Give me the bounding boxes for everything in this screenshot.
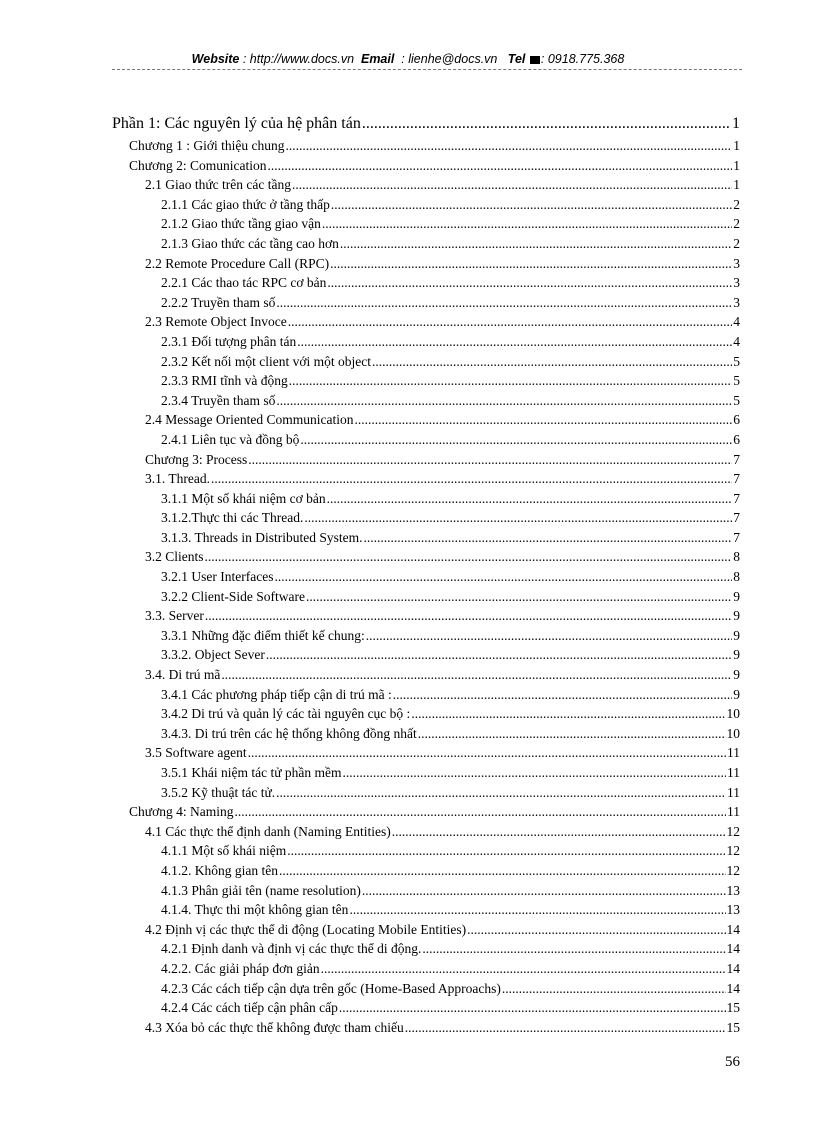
toc-entry-page: 11 [727,804,740,820]
toc-entry-page: 9 [733,647,740,663]
toc-entry-title: 3.4. Di trú mã [145,667,221,683]
toc-entry-page: 9 [733,608,740,624]
toc-entry[interactable] [112,489,740,509]
toc-entry-title: 4.2.1 Định danh và định vị các thực thể di động. [161,941,422,957]
toc-entry[interactable] [112,175,740,195]
toc-entry-page: 6 [733,431,740,447]
toc-entry-page: 10 [726,706,740,722]
toc-entry-page: 1 [733,177,740,193]
toc-entry-page: 7 [733,510,740,526]
toc-entry[interactable] [112,195,740,215]
toc-entry-title: Phần 1: Các nguyên lý của hệ phân tán [112,115,361,132]
website-value[interactable]: : http://www.docs.vn [242,52,355,66]
phone-icon [530,56,540,64]
toc-entry-title: 2.3.4 Truyền tham số [161,392,276,408]
toc-entry-title: 3.5.2 Kỹ thuật tác tử. [161,784,276,800]
toc-entry[interactable] [112,645,740,665]
toc-entry-title: 4.2.2. Các giải pháp đơn giản [161,960,320,976]
toc-leader-dots [362,112,731,136]
toc-entry[interactable] [112,528,740,548]
toc-leader-dots [300,430,732,450]
toc-leader-dots [327,273,732,293]
toc-leader-dots [267,156,732,176]
toc-entry[interactable] [112,156,740,176]
toc-entry[interactable] [112,469,740,489]
toc-entry-title: 4.1.1 Một số khái niệm [161,843,287,859]
toc-entry-title: 4.2 Định vị các thực thể di động (Locating Mobile Entities) [145,921,467,937]
toc-entry-title: 3.3.2. Object Sever [161,647,265,663]
toc-entry-title: 3.4.3. Di trú trên các hệ thống không đồng nhất [161,725,417,741]
toc-leader-dots [234,802,726,822]
toc-entry[interactable] [112,900,740,920]
toc-entry-title: 4.1.2. Không gian tên [161,862,278,878]
toc-entry-page: 3 [733,294,740,310]
toc-entry-page: 7 [733,451,740,467]
toc-entry[interactable] [112,763,740,783]
page-header [0,52,816,66]
toc-entry[interactable] [112,547,740,567]
toc-entry[interactable] [112,685,740,705]
toc-entry[interactable] [112,783,740,803]
toc-entry-page: 14 [726,941,740,957]
toc-entry-title: 2.4 Message Oriented Communication [145,412,354,428]
toc-entry[interactable] [112,332,740,352]
toc-entry-page: 9 [733,588,740,604]
toc-entry-page: 1 [733,138,740,153]
toc-entry-page: 4 [733,333,740,349]
toc-leader-dots [422,939,725,959]
toc-entry-page: 5 [733,373,740,389]
toc-entry-title: 4.2.3 Các cách tiếp cận dựa trên gốc (Home-Based Approachs) [161,980,501,996]
toc-leader-dots [289,371,733,391]
toc-entry-page: 5 [733,392,740,408]
toc-entry-page: 4 [733,314,740,330]
toc-entry-title: 3.2 Clients [145,549,204,565]
toc-entry[interactable] [112,410,740,430]
toc-leader-dots [372,352,732,372]
toc-entry-page: 5 [733,353,740,369]
toc-entry-title: 2.3.3 RMI tĩnh và động [161,373,288,389]
toc-entry-title: 2.2 Remote Procedure Call (RPC) [145,255,330,271]
toc-leader-dots [343,763,726,783]
tel-value: : 0918.775.368 [540,52,625,66]
toc-entry[interactable] [112,234,740,254]
toc-leader-dots [322,214,732,234]
toc-entry[interactable] [112,430,740,450]
toc-entry[interactable] [112,391,740,411]
toc-entry-title: Chương 4: Naming [129,804,234,820]
page-number: 56 [725,1054,740,1070]
toc-leader-dots [467,920,725,940]
toc-leader-dots [221,665,732,685]
toc-leader-dots [366,626,732,646]
toc-leader-dots [276,391,732,411]
toc-entry[interactable] [112,136,740,156]
toc-entry-title: 3.1.3. Threads in Distributed System. [161,529,363,545]
toc-entry-page: 7 [733,490,740,506]
toc-leader-dots [276,783,726,803]
toc-entry-page: 8 [733,549,740,565]
toc-entry-title: 3.5 Software agent [145,745,247,761]
toc-leader-dots [285,136,732,156]
toc-entry-page: 8 [733,569,740,585]
toc-entry[interactable] [112,939,740,959]
toc-entry-title: 3.1. Thread. [145,471,210,487]
toc-entry[interactable] [112,626,740,646]
toc-leader-dots [297,332,732,352]
toc-leader-dots [292,175,732,195]
toc-entry-title: 2.2.1 Các thao tác RPC cơ bản [161,275,327,291]
toc-entry[interactable] [112,606,740,626]
toc-entry-page: 12 [726,862,740,878]
toc-entry-page: 14 [726,921,740,937]
toc-leader-dots [248,743,726,763]
toc-entry-page: 7 [733,471,740,487]
toc-entry[interactable] [112,743,740,763]
toc-leader-dots [349,900,725,920]
toc-entry-page: 11 [727,745,740,761]
toc-entry-page: 3 [733,275,740,291]
toc-entry-page: 14 [726,980,740,996]
toc-leader-dots [327,489,733,509]
toc-entry-page: 12 [726,843,740,859]
toc-leader-dots [362,881,726,901]
toc-entry-title: 4.1 Các thực thể định danh (Naming Entities) [145,823,391,839]
toc-entry-page: 6 [733,412,740,428]
toc-entry[interactable] [112,724,740,744]
toc-entry-page: 3 [733,255,740,271]
toc-leader-dots [287,841,725,861]
website-label: Website [191,52,240,66]
toc-entry-title: 2.1.1 Các giao thức ở tầng thấp [161,196,330,212]
toc-entry-page: 14 [726,960,740,976]
toc-entry-title: 4.1.3 Phân giải tên (name resolution) [161,882,361,898]
toc-entry-title: 2.2.2 Truyền tham số [161,294,276,310]
toc-entry[interactable] [112,587,740,607]
toc-leader-dots [330,254,732,274]
email-label: Email [360,52,395,66]
toc-leader-dots [276,293,732,313]
tel-label: Tel [507,52,526,66]
toc-entry[interactable] [112,567,740,587]
toc-entry-title: 3.5.1 Khái niệm tác tử phần mềm [161,765,342,780]
toc-leader-dots [393,685,732,705]
toc-leader-dots [405,1018,726,1038]
header-divider [112,69,742,70]
toc-entry-title: 3.1.2.Thực thi các Thread. [161,510,304,526]
toc-entry-title: 2.3 Remote Object Invoce [145,314,287,330]
toc-entry-title: 3.4.1 Các phương pháp tiếp cận di trú mã : [161,686,392,702]
toc-entry-title: 3.3. Server [145,608,204,624]
toc-entry[interactable] [112,273,740,293]
toc-leader-dots [248,450,732,470]
toc-entry-page: 1 [733,157,740,173]
toc-entry-title: 2.1 Giao thức trên các tầng [145,177,292,193]
toc-entry-title: 2.3.1 Đối tượng phân tán [161,333,297,349]
toc-leader-dots [418,724,726,744]
toc-leader-dots [339,998,726,1018]
toc-entry-page: 9 [733,686,740,702]
toc-entry-page: 15 [726,1000,740,1016]
toc-entry[interactable] [112,371,740,391]
toc-entry[interactable] [112,841,740,861]
toc-entry-page: 13 [726,882,740,898]
toc-entry-title: 3.4.2 Di trú và quản lý các tài nguyên cục bộ : [161,706,411,722]
toc-entry-page: 15 [726,1019,740,1035]
toc-entry-page: 10 [726,725,740,741]
toc-entry[interactable] [112,979,740,999]
toc-entry[interactable] [112,959,740,979]
toc-leader-dots [321,959,726,979]
toc-entry-page: 9 [733,627,740,643]
toc-leader-dots [274,567,732,587]
toc-entry-title: 2.1.3 Giao thức các tầng cao hơn [161,235,339,251]
toc-entry[interactable] [112,312,740,332]
toc-entry-title: 2.1.2 Giao thức tầng giao vận [161,216,321,232]
toc-leader-dots [354,410,732,430]
toc-entry-title: Chương 1 : Giới thiệu chung [129,138,285,153]
toc-entry[interactable] [112,1018,740,1038]
toc-leader-dots [502,979,726,999]
toc-entry-title: 4.3 Xóa bỏ các thực thể không được tham chiếu [145,1019,404,1035]
toc-entry-page: 2 [733,216,740,232]
toc-leader-dots [205,547,733,567]
toc-entry-title: 3.2.2 Client-Side Software [161,588,305,604]
toc-entry[interactable] [112,861,740,881]
toc-entry[interactable] [112,508,740,528]
toc-entry-page: 9 [733,667,740,683]
toc-entry-title: 2.4.1 Liên tục và đồng bộ [161,431,300,447]
toc-entry[interactable] [112,665,740,685]
toc-entry[interactable] [112,822,740,842]
toc-entry-title: 4.2.4 Các cách tiếp cận phân cấp [161,1000,338,1016]
toc-leader-dots [211,469,732,489]
toc-entry[interactable] [112,998,740,1018]
toc-leader-dots [288,312,733,332]
toc-entry-title: Chương 3: Process [145,451,248,467]
toc-entry-page: 7 [733,529,740,545]
toc-leader-dots [279,861,726,881]
toc-entry[interactable] [112,112,740,136]
toc-entry-title: 2.3.2 Kết nối một client với một object [161,353,371,369]
toc-entry-title: 4.1.4. Thực thi một không gian tên [161,902,349,918]
toc-leader-dots [331,195,732,215]
toc-leader-dots [411,704,725,724]
toc-entry[interactable] [112,293,740,313]
toc-leader-dots [304,508,732,528]
toc-entry[interactable] [112,254,740,274]
toc-entry[interactable] [112,920,740,940]
toc-leader-dots [266,645,732,665]
toc-entry[interactable] [112,881,740,901]
toc-entry-page: 12 [726,823,740,839]
toc-entry[interactable] [112,214,740,234]
toc-leader-dots [364,528,733,548]
toc-entry-title: 3.1.1 Một số khái niệm cơ bản [161,490,326,506]
toc-entry[interactable] [112,802,740,822]
toc-entry-page: 2 [733,235,740,251]
table-of-contents [112,112,740,1037]
toc-entry-page: 13 [726,902,740,918]
toc-entry-page: 2 [733,196,740,212]
toc-entry-title: Chương 2: Comunication [129,157,267,173]
toc-leader-dots [205,606,732,626]
toc-entry-title: 3.2.1 User Interfaces [161,569,274,585]
toc-entry[interactable] [112,704,740,724]
toc-leader-dots [306,587,732,607]
toc-entry-page: 1 [732,115,740,132]
toc-entry-title: 3.3.1 Những đặc điểm thiết kế chung: [161,627,365,643]
toc-leader-dots [392,822,726,842]
toc-entry-page: 11 [727,765,740,780]
toc-entry[interactable] [112,352,740,372]
toc-entry[interactable] [112,450,740,470]
toc-leader-dots [340,234,732,254]
email-value[interactable]: : lienhe@docs.vn [401,52,498,66]
toc-entry-page: 11 [727,784,740,800]
